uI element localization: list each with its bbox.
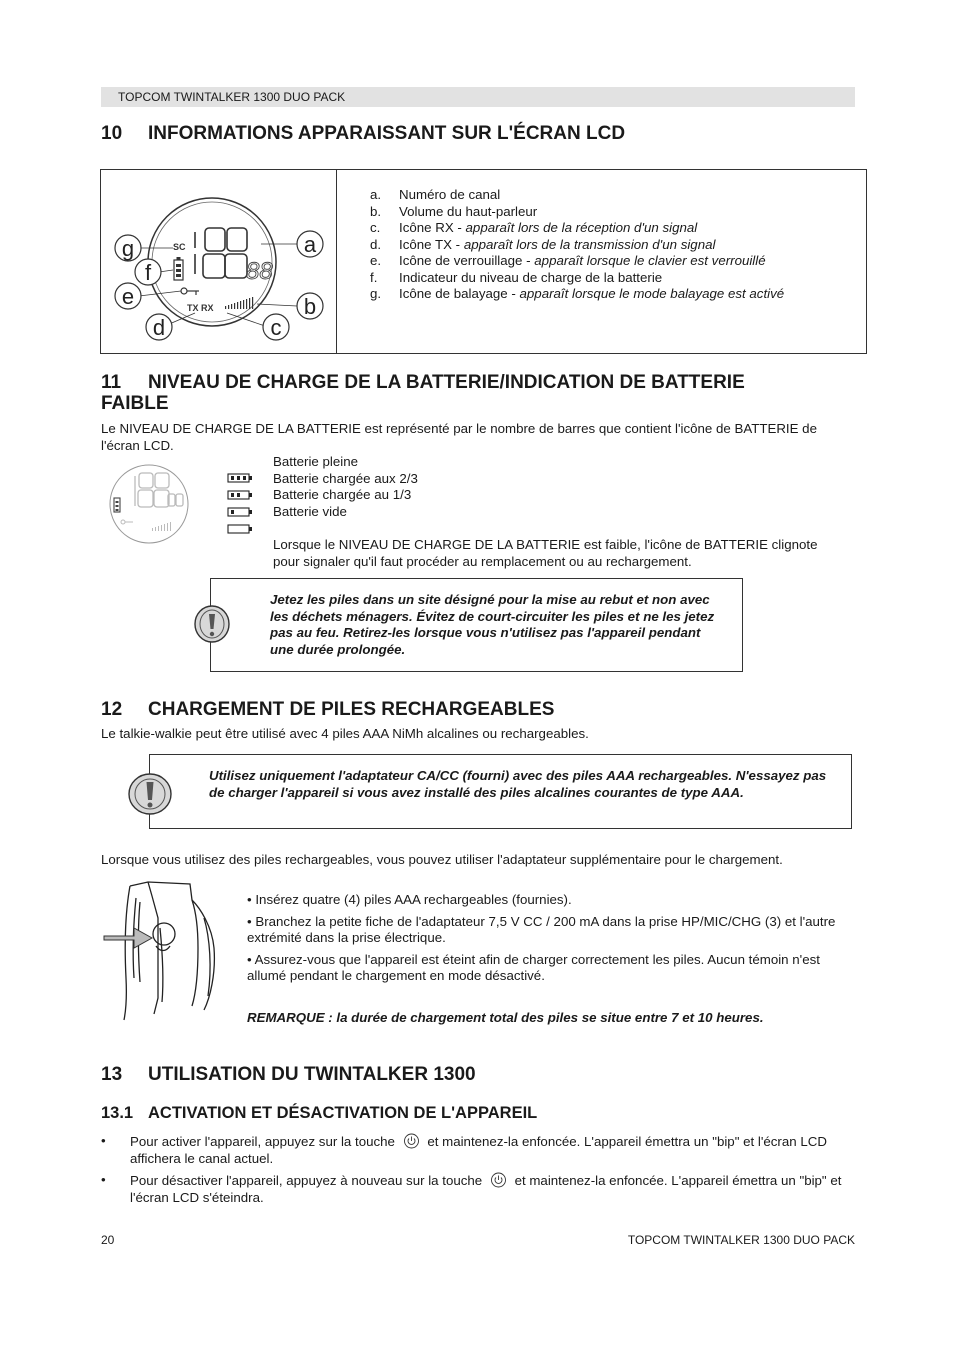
legend-item: d. Icône TX - apparaît lors de la transmission d'un signal: [370, 236, 716, 252]
label-a: a: [303, 232, 317, 257]
section-11-heading: 11 NIVEAU DE CHARGE DE LA BATTERIE/INDICATION DE BATTERIE FAIBLE: [101, 372, 745, 414]
label-c: c: [270, 315, 282, 340]
label-b: b: [303, 294, 317, 319]
small-digits: 88: [246, 258, 273, 285]
running-footer: TOPCOM TWINTALKER 1300 DUO PACK: [627, 1233, 855, 1247]
battery-level-empty: Batterie vide: [273, 503, 347, 519]
battery-levels-list: [273, 454, 418, 520]
adapter-warning-text: Utilisez uniquement l'adaptateur CA/CC (fourni) avec des piles AAA rechargeables. N'essayez pas de charger l'appareil si vous avez installé des piles alcalines courantes de type AAA.: [209, 768, 827, 800]
lcd-info-table: [100, 169, 867, 354]
battery-level-one-third: Batterie chargée au 1/3: [273, 487, 412, 502]
power-on-instruction: • Pour activer l'appareil, appuyez sur la touche et maintenez-la enfoncée. L'appareil émettra un "bip" et l'écran LCD affichera le canal actuel.: [101, 1133, 827, 1166]
section-13-heading: 13 UTILISATION DU TWINTALKER 1300: [101, 1064, 476, 1085]
lcd-small-diagram: [108, 462, 190, 546]
charging-intro: Le talkie-walkie peut être utilisé avec 4 piles AAA NiMh alcalines ou rechargeables.: [101, 726, 589, 741]
battery-level-full: Batterie pleine: [273, 454, 359, 469]
power-icon: [403, 1133, 420, 1149]
charging-remark: REMARQUE : la durée de chargement total des piles se situe entre 7 et 10 heures.: [247, 1010, 764, 1025]
label-g: g: [121, 236, 135, 261]
page-number: 20: [101, 1233, 115, 1247]
legend-item: a. Numéro de canal: [370, 187, 501, 202]
legend-item: g. Icône de balayage - apparaît lorsque le mode balayage est activé: [370, 286, 785, 301]
legend-item: b. Volume du haut-parleur: [370, 203, 538, 219]
power-off-instruction: • Pour désactiver l'appareil, appuyez à nouveau sur la touche et maintenez-la enfoncée. L'appareil émettra un "bip" et l'écran LCD s'éteindra.: [101, 1172, 842, 1205]
legend-item: f. Indicateur du niveau de charge de la batterie: [370, 269, 663, 285]
label-e: e: [121, 284, 135, 309]
charging-step: • Assurez-vous que l'appareil est éteint afin de charger correctement les piles. Aucun témoin n'est allumé pendant le chargement en mode désactivé.: [247, 951, 820, 983]
label-f: f: [144, 260, 152, 285]
legend-item: e. Icône de verrouillage - apparaît lorsque le clavier est verrouillé: [370, 253, 766, 268]
charging-step: • Insérez quatre (4) piles AAA rechargeables (fournies).: [247, 892, 572, 907]
disposal-warning-text: Jetez les piles dans un site désigné pour la mise au rebut et non avec les déchets ménagers. Évitez de court-circuiter les piles et ne les jetez pas au feu. Retirez-les lorsque vous n'utilisez pas l'appareil pendant une durée prolongée.: [270, 592, 715, 657]
warning-icon: [193, 604, 231, 644]
running-header: TOPCOM TWINTALKER 1300 DUO PACK: [101, 87, 855, 107]
warning-icon: [127, 772, 175, 816]
charging-lead: Lorsque vous utilisez des piles rechargeables, vous pouvez utiliser l'adaptateur supplémentaire pour le chargement.: [101, 852, 783, 867]
lcd-diagram: [101, 170, 336, 353]
section-10-heading: 10 INFORMATIONS APPARAISSANT SUR L'ÉCRAN LCD: [101, 123, 626, 144]
scan-label: SC: [173, 242, 186, 252]
charging-steps: [247, 892, 857, 985]
radio-charging-illustration: [100, 878, 220, 1024]
tx-rx-label: TX RX: [187, 303, 214, 313]
battery-low-note: Lorsque le NIVEAU DE CHARGE DE LA BATTERIE est faible, l'icône de BATTERIE clignote pour signaler qu'il faut procéder au remplacement ou au rechargement.: [273, 537, 818, 569]
lcd-legend-list: [370, 187, 784, 303]
label-d: d: [152, 315, 166, 340]
section-13-1-heading: 13.1 ACTIVATION ET DÉSACTIVATION DE L'APPAREIL: [101, 1104, 538, 1122]
battery-level-two-thirds: Batterie chargée aux 2/3: [273, 470, 418, 486]
section-12-heading: 12 CHARGEMENT DE PILES RECHARGEABLES: [101, 699, 555, 720]
charging-step: • Branchez la petite fiche de l'adaptateur 7,5 V CC / 200 mA dans la prise HP/MIC/CHG (3) et l'autre extrémité dans la prise électrique.: [247, 913, 836, 945]
battery-level-icons: [227, 472, 255, 540]
battery-intro: Le NIVEAU DE CHARGE DE LA BATTERIE est représenté par le nombre de barres que contient l'icône de BATTERIE de l'écran LCD.: [101, 421, 817, 453]
power-icon: [490, 1172, 507, 1188]
legend-item: c. Icône RX - apparaît lors de la réception d'un signal: [370, 220, 698, 235]
